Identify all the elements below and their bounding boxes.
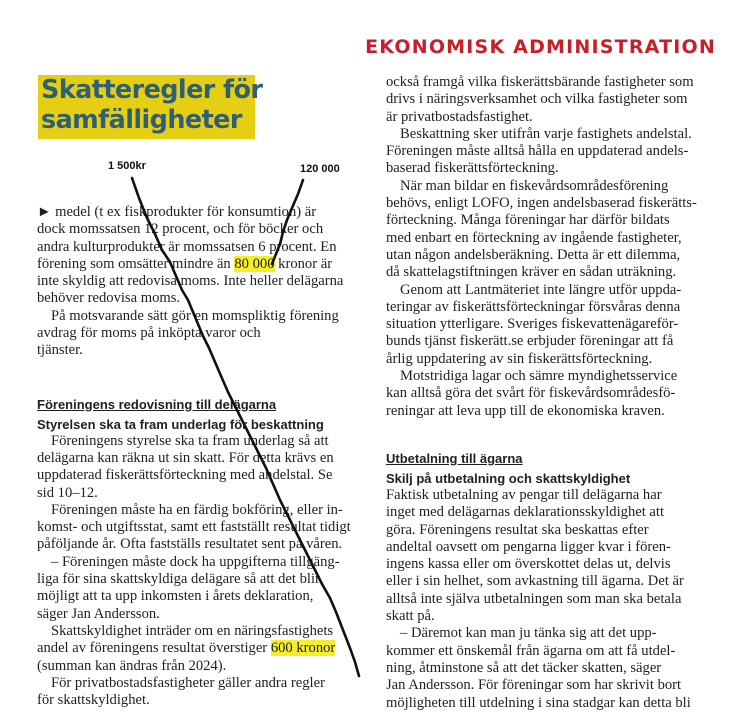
text-line: Skattskyldighet inträder om en näringsfastighets — [51, 622, 334, 639]
highlighted-amount-80000: 80 000 — [234, 255, 275, 272]
text-line: årlig uppdatering av sin fiskerättsförteckning. — [386, 350, 653, 367]
subheading-skattskyldighet: Skilj på utbetalning och skattskyldighet — [386, 470, 631, 486]
text-line: För privatbostadsfastigheter gäller andra regler — [51, 674, 325, 691]
right-column — [386, 74, 726, 712]
text-line: dock momssatsen 12 procent, och för böcker och — [37, 221, 324, 238]
text-line: andra kulturprodukter är momssatsen 6 procent. En — [37, 238, 337, 255]
text-line: Faktisk utbetalning av pengar till delägarna har — [386, 486, 662, 503]
text-line: göra. Föreningens resultat ska beskattas efter — [386, 521, 649, 538]
text-line: också framgå vilka fiskerättsbärande fastigheter som — [386, 74, 694, 90]
text-line: är privatbostadsfastighet. — [386, 108, 533, 125]
text-line: behöver redovisa moms. — [37, 290, 181, 307]
section-heading-utbetalning: Utbetalning till ägarna — [386, 450, 523, 466]
text-line: teringar av fiskerättsförteckningar försvåras denna — [386, 298, 681, 315]
text-line: då skattelagstiftningen kräver en sådan uträkning. — [386, 264, 677, 281]
text-line: När man bildar en fiskevårdsområdesförening — [400, 177, 669, 194]
text-line: andeltal oavsett om pengarna ligger kvar i fören- — [386, 538, 671, 555]
text-line: tjänster. — [37, 342, 83, 359]
article-title-banner — [38, 75, 263, 139]
text-line: baserad fiskerättsförteckning. — [386, 160, 559, 177]
left-column — [37, 204, 367, 709]
text-line: kan alltså göra det svårt för fiskevårdsområdesfö- — [386, 385, 676, 402]
text-line: drivs i näringsverksamhet och vilka fastigheter som — [386, 91, 688, 108]
text-line: inte skyldig att redovisa moms. Inte heller delägarna — [37, 273, 344, 290]
text-line: kommer ett önskemål från ägarna om att få utdel- — [386, 642, 676, 659]
text-line: delägarna kan räkna ut sin skatt. För detta krävs en — [37, 449, 334, 466]
text-line: förteckning. Många föreningar har därför bildats — [386, 212, 670, 229]
text-line: sid 10–12. — [37, 484, 98, 501]
text-line: utan någon andelsberäkning. Detta är ett dilemma, — [386, 246, 681, 263]
text-line: Jan Andersson. För föreningar som har skrivit bort — [386, 677, 682, 694]
text-line: På motsvarande sätt gör en momspliktig förening — [51, 307, 339, 324]
section-title: EKONOMISK ADMINISTRATION — [365, 36, 716, 58]
text-line: (summan kan ändras från 2024). — [37, 657, 227, 674]
text-line: situation ytterligare. Sveriges fiskevattenägareför- — [386, 316, 679, 333]
text-line: reningar att leva upp till de ekonomiska kraven. — [386, 402, 665, 419]
text-line: Föreningen måste ha en färdig bokföring, eller in- — [51, 501, 343, 518]
text-line: möjligt att ta upp inkomsten i årets deklaration, — [37, 588, 314, 605]
section-heading-redovisning: Föreningens redovisning till delägarna — [37, 396, 277, 412]
article-title-line-2: samfälligheter — [41, 105, 242, 135]
text-line: möjligheten till utdelning i sina stadgar kan detta bli — [386, 694, 691, 711]
text-line: med enbart en förteckning av ingående fastigheter, — [386, 229, 682, 246]
text-line: – Föreningen måste dock ha uppgifterna tillgäng- — [51, 553, 340, 570]
text-line: Genom att Lantmäteriet inte längre utför uppda- — [400, 281, 682, 298]
text-line: Föreningen måste alltså hålla en uppdaterad andels- — [386, 143, 689, 160]
text-line: bunds tjänst fiskerätt.se erbjuder föreningar att få — [386, 333, 674, 350]
text-line: komst- och utgiftsstat, samt ett fastställt resultat tidigt — [37, 519, 351, 536]
highlighted-amount-600: 600 kronor — [270, 640, 336, 657]
subheading-underlag: Styrelsen ska ta fram underlag för beskattning — [37, 416, 324, 432]
text-run: andel av föreningens resultat överstiger — [37, 640, 271, 657]
text-line: Beskattning sker utifrån varje fastighets andelstal. — [400, 125, 692, 142]
handwritten-note-left: 1 500kr — [108, 160, 146, 172]
text-line: alltså inte själva utbetalningen som man ska betala — [386, 590, 682, 607]
text-line: ► medel (t ex fiskprodukter för konsumtion) är — [37, 204, 317, 220]
text-line — [37, 256, 367, 273]
text-line: Föreningens styrelse ska ta fram underlag så att — [51, 432, 329, 449]
text-run: kronor är — [274, 255, 333, 272]
text-line: avdrag för moms på inköpta varor och — [37, 325, 261, 342]
text-line: – Däremot kan man ju tänka sig att det upp- — [400, 625, 657, 642]
text-line: ingens kassa eller om överskottet delas ut, delvis — [386, 556, 671, 573]
text-line: behövs, enligt LOFO, ingen andelsbaserad fiskerätts- — [386, 195, 697, 212]
text-line: eller i sin helhet, som avkastning till ägarna. Det är — [386, 573, 684, 590]
article-title-line-1: Skatteregler för — [41, 75, 263, 105]
text-line: Motstridiga lagar och sämre myndighetsservice — [400, 368, 678, 385]
handwritten-note-right: 120 000 — [300, 163, 340, 175]
text-line: påföljande år. Ofta fastställs resultatet sent på våren. — [37, 536, 343, 553]
text-run: förening som omsätter mindre än — [37, 255, 235, 272]
text-line: uppdaterad fiskerättsförteckning med andelstal. Se — [37, 467, 333, 484]
text-line — [37, 640, 367, 657]
text-line: liga för sina skattskyldiga delägare så att det blir — [37, 571, 320, 588]
text-line: inget med delägarnas deklarationsskyldighet att — [386, 504, 665, 521]
text-line: skatt på. — [386, 608, 435, 625]
text-line: ning, åtminstone så att det täcker skatten, säger — [386, 659, 662, 676]
text-line: för skattskyldighet. — [37, 692, 150, 709]
text-line: säger Jan Andersson. — [37, 605, 160, 622]
